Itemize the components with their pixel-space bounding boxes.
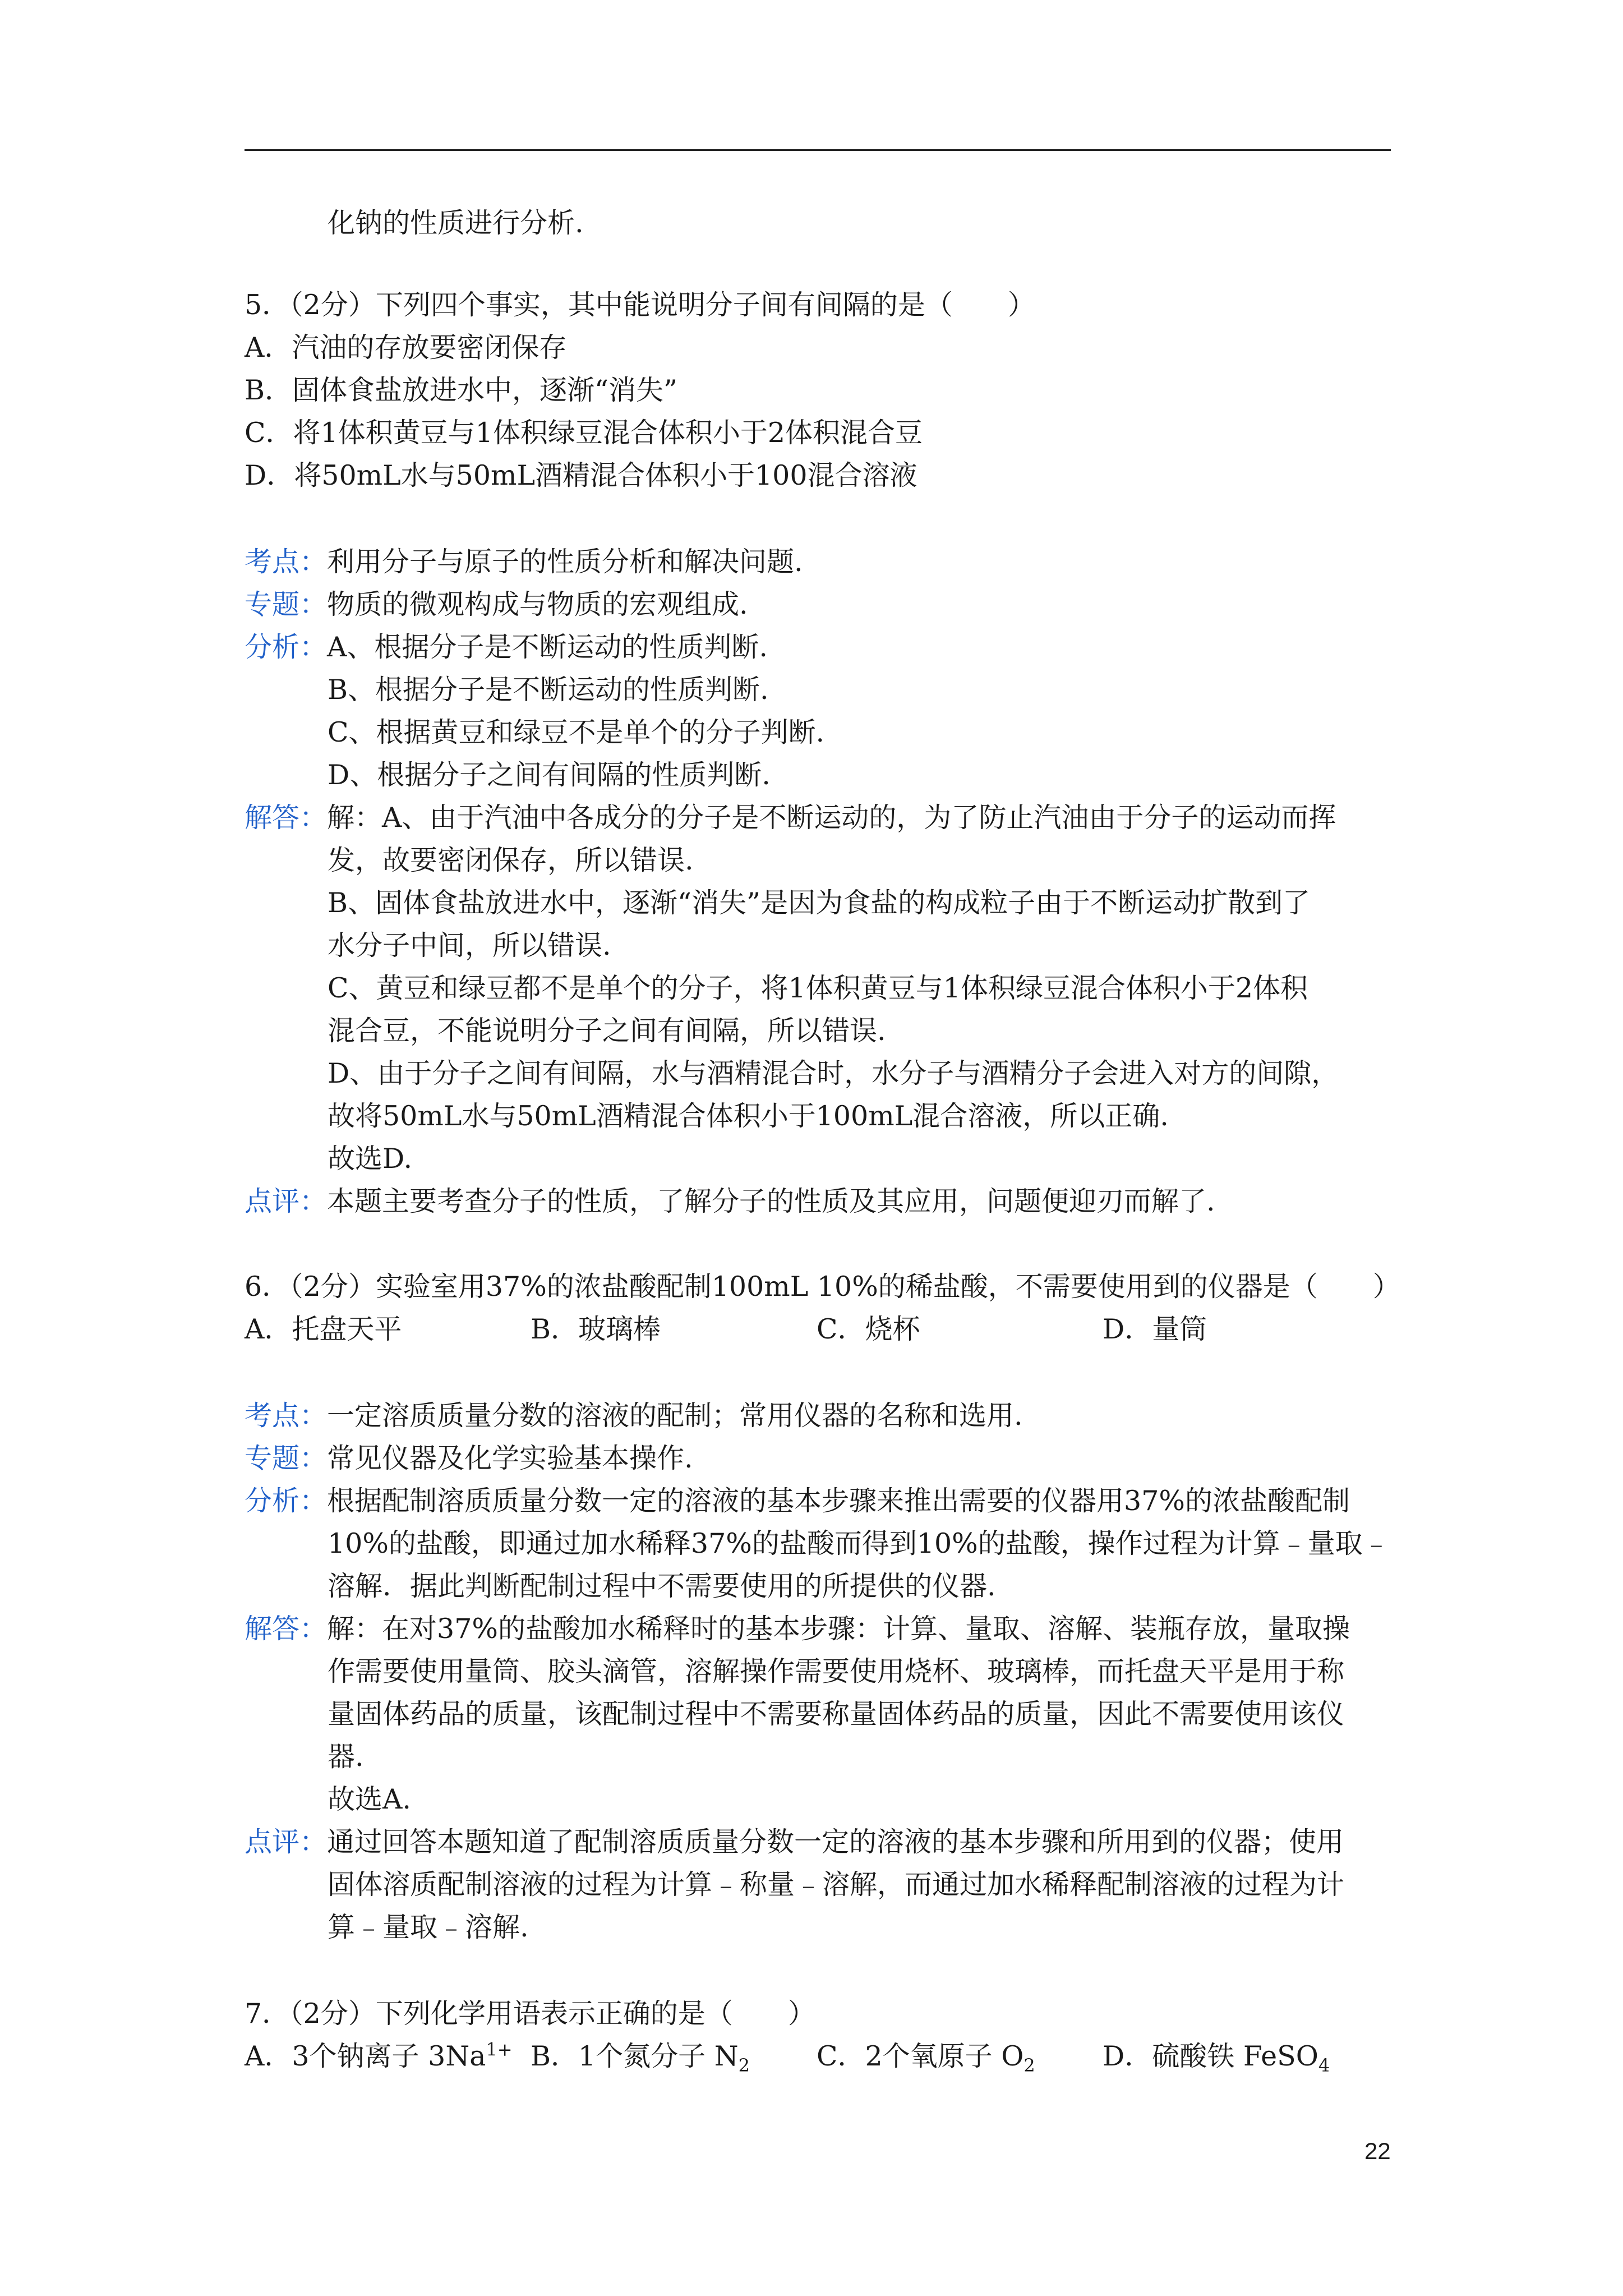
q5-kaodian xyxy=(245,545,803,579)
jieda-label: 解答 xyxy=(245,802,300,834)
q6-dianping xyxy=(245,1825,1344,1859)
q6-jieda-line: 器. xyxy=(328,1741,364,1773)
q7-option-a-sup: 1+ xyxy=(486,2039,513,2060)
label-colon: ： xyxy=(299,631,328,663)
q6-dianping-line: 算﹣量取﹣溶解. xyxy=(328,1911,529,1943)
kaodian-label: 考点 xyxy=(245,546,300,578)
kaodian-label: 考点 xyxy=(245,1400,300,1432)
q7-option-d-sub: 4 xyxy=(1318,2054,1330,2076)
label-colon: ： xyxy=(299,1442,328,1474)
label-colon: ： xyxy=(299,1400,328,1432)
q7-option-c-text: C．2个氧原子 O xyxy=(817,2040,1024,2072)
q5-jieda-line: B、固体食盐放进水中，逐渐“消失”是因为食盐的构成粒子由于不断运动扩散到了 xyxy=(328,887,1311,919)
q7-option-d xyxy=(1103,2040,1330,2076)
q6-fenxi-line: 溶解．据此判断配制过程中不需要使用的所提供的仪器. xyxy=(328,1570,996,1602)
label-colon: ： xyxy=(299,1613,328,1645)
q6-fenxi xyxy=(245,1484,1350,1518)
q6-kaodian-text: 一定溶质质量分数的溶液的配制；常用仪器的名称和选用. xyxy=(327,1400,1023,1432)
q6-option-d: D．量筒 xyxy=(1103,1313,1207,1345)
q5-zhuanti xyxy=(245,588,748,622)
q6-kaodian xyxy=(245,1399,1023,1433)
q5-dianping xyxy=(245,1185,1215,1218)
q5-fenxi xyxy=(245,631,768,664)
q6-option-a: A．托盘天平 xyxy=(245,1313,402,1345)
zhuanti-label: 专题 xyxy=(245,588,300,620)
q7-option-c-sub: 2 xyxy=(1023,2054,1035,2076)
q5-jieda-line: 发，故要密闭保存，所以错误. xyxy=(328,844,694,876)
q6-jieda xyxy=(245,1612,1350,1646)
q6-zhuanti-text: 常见仪器及化学实验基本操作. xyxy=(327,1442,693,1474)
fenxi-label: 分析 xyxy=(245,1485,300,1517)
header-rule xyxy=(245,149,1391,151)
label-colon: ： xyxy=(299,802,328,834)
jieda-label: 解答 xyxy=(245,1613,300,1645)
q6-jieda-line: 解：在对37%的盐酸加水稀释时的基本步骤：计算、量取、溶解、装瓶存放，量取操 xyxy=(327,1613,1350,1645)
dianping-label: 点评 xyxy=(245,1185,300,1217)
q5-fenxi-line: C、根据黄豆和绿豆不是单个的分子判断. xyxy=(328,716,825,748)
q6-option-b: B．玻璃棒 xyxy=(531,1313,661,1345)
q7-option-a-text: A．3个钠离子 3Na xyxy=(245,2040,486,2072)
label-colon: ： xyxy=(299,1826,328,1858)
q5-option-a: A．汽油的存放要密闭保存 xyxy=(245,332,567,364)
label-colon: ： xyxy=(299,546,328,578)
label-colon: ： xyxy=(299,1485,328,1517)
q6-jieda-line: 作需要使用量筒、胶头滴管，溶解操作需要使用烧杯、玻璃棒，而托盘天平是用于称 xyxy=(328,1655,1345,1687)
q5-option-c: C．将1体积黄豆与1体积绿豆混合体积小于2体积混合豆 xyxy=(245,417,923,449)
fenxi-label: 分析 xyxy=(245,631,300,663)
q5-jieda-line: D、由于分子之间有间隔，水与酒精混合时，水分子与酒精分子会进入对方的间隙， xyxy=(328,1057,1339,1089)
q6-fenxi-line: 10%的盐酸，即通过加水稀释37%的盐酸而得到10%的盐酸，操作过程为计算﹣量取﹣ xyxy=(328,1527,1390,1559)
q5-jieda-line: 故将50mL水与50mL酒精混合体积小于100mL混合溶液，所以正确. xyxy=(328,1100,1169,1132)
q5-option-d: D．将50mL水与50mL酒精混合体积小于100混合溶液 xyxy=(245,459,917,491)
q5-stem: 5．（2分）下列四个事实，其中能说明分子间有间隔的是（ ） xyxy=(245,289,1035,321)
q7-option-c xyxy=(817,2040,1035,2076)
q6-jieda-line: 故选A. xyxy=(328,1783,411,1815)
q5-option-b: B．固体食盐放进水中，逐渐“消失” xyxy=(245,374,678,406)
q5-jieda-line: 故选D. xyxy=(328,1143,413,1175)
q5-dianping-text: 本题主要考查分子的性质，了解分子的性质及其应用，问题便迎刃而解了. xyxy=(327,1185,1215,1217)
q6-dianping-line: 通过回答本题知道了配制溶质质量分数一定的溶液的基本步骤和所用到的仪器；使用 xyxy=(327,1826,1344,1858)
q5-fenxi-line: B、根据分子是不断运动的性质判断. xyxy=(328,674,769,706)
q5-jieda-line: 解：A、由于汽油中各成分的分子是不断运动的，为了防止汽油由于分子的运动而挥 xyxy=(327,802,1336,834)
label-colon: ： xyxy=(299,588,328,620)
q7-option-b xyxy=(531,2040,750,2076)
q7-stem: 7．（2分）下列化学用语表示正确的是（ ） xyxy=(245,1998,815,2030)
q5-kaodian-text: 利用分子与原子的性质分析和解决问题. xyxy=(327,546,803,578)
q5-fenxi-line: A、根据分子是不断运动的性质判断. xyxy=(327,631,768,663)
q5-jieda xyxy=(245,801,1336,835)
continuation-text: 化钠的性质进行分析. xyxy=(328,207,584,239)
q6-option-c: C．烧杯 xyxy=(817,1313,920,1345)
dianping-label: 点评 xyxy=(245,1826,300,1858)
q7-option-b-sub: 2 xyxy=(738,2054,750,2076)
q5-jieda-line: C、黄豆和绿豆都不是单个的分子，将1体积黄豆与1体积绿豆混合体积小于2体积 xyxy=(328,972,1308,1004)
page-number: 22 xyxy=(1364,2138,1391,2164)
q7-option-a xyxy=(245,2040,513,2073)
zhuanti-label: 专题 xyxy=(245,1442,300,1474)
q6-stem: 6．（2分）实验室用37%的浓盐酸配制100mL 10%的稀盐酸，不需要使用到的仪器是（ ） xyxy=(245,1271,1400,1303)
q6-dianping-line: 固体溶质配制溶液的过程为计算﹣称量﹣溶解，而通过加水稀释配制溶液的过程为计 xyxy=(328,1869,1345,1901)
q6-fenxi-line: 根据配制溶质质量分数一定的溶液的基本步骤来推出需要的仪器用37%的浓盐酸配制 xyxy=(327,1485,1350,1517)
q6-zhuanti xyxy=(245,1442,693,1475)
q5-jieda-line: 混合豆，不能说明分子之间有间隔，所以错误. xyxy=(328,1015,886,1047)
q5-fenxi-line: D、根据分子之间有间隔的性质判断. xyxy=(328,759,771,791)
q5-zhuanti-text: 物质的微观构成与物质的宏观组成. xyxy=(327,588,748,620)
q7-option-d-text: D．硫酸铁 FeSO xyxy=(1103,2040,1318,2072)
q5-jieda-line: 水分子中间，所以错误. xyxy=(328,930,611,961)
label-colon: ： xyxy=(299,1185,328,1217)
q6-jieda-line: 量固体药品的质量，该配制过程中不需要称量固体药品的质量，因此不需要使用该仪 xyxy=(328,1698,1345,1730)
q7-option-b-text: B．1个氮分子 N xyxy=(531,2040,739,2072)
